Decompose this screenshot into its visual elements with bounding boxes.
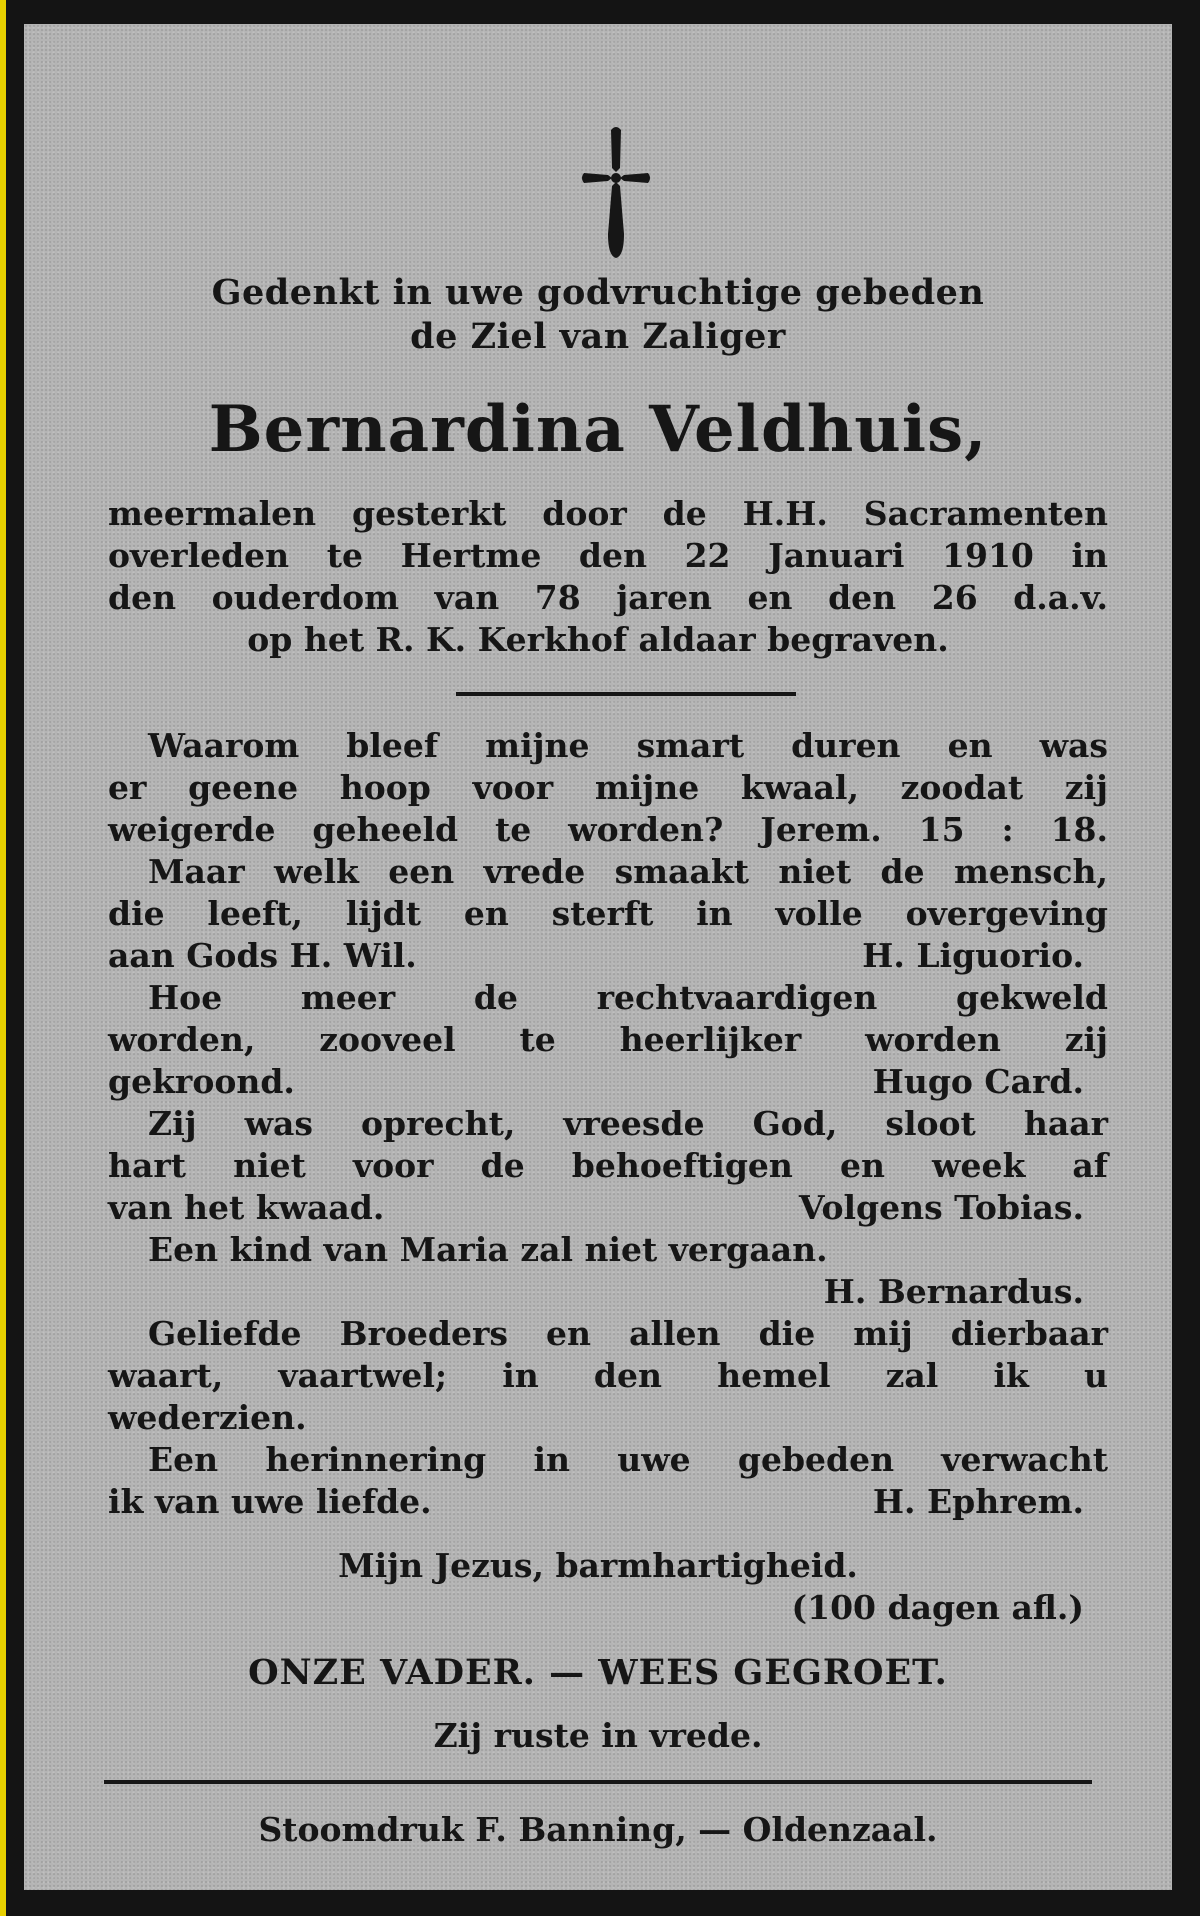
deceased-name: Bernardina Veldhuis, [208,392,988,467]
quote-line: Geliefde Broeders en allen die mij dierbaar [148,1314,1108,1353]
quote-text: aan Gods H. Wil. [108,936,417,975]
printer-credit: Stoomdruk F. Banning, — Oldenzaal. [258,1810,938,1849]
bio-line-4: op het R. K. Kerkhof aldaar begraven. [247,620,949,659]
cross-icon [580,124,652,264]
quote-source: H. Bernardus. [823,1272,1084,1311]
quote-line: weigerde geheeld te worden? Jerem. 15 : 18. [108,810,1108,849]
bio-line-1: meermalen gesterkt door de H.H. Sacramenten [108,494,1108,533]
bio-line-2: overleden te Hertme den 22 Januari 1910 in [108,536,1108,575]
intro-line-1: Gedenkt in uwe godvruchtige gebeden [211,272,985,313]
quote-text: Een kind van Maria zal niet vergaan. [148,1230,828,1269]
closing-prayer: Mijn Jezus, barmhartigheid. [338,1546,858,1585]
quote-line: Zij was oprecht, vreesde God, sloot haar [148,1104,1108,1143]
quote-line: Maar welk een vrede smaakt niet de mensch, [148,852,1108,891]
indulgence-note: (100 dagen afl.) [791,1588,1084,1627]
divider-short [456,692,796,696]
prayers-line: ONZE VADER. — WEES GEGROET. [248,1652,948,1693]
quote-text: van het kwaad. [108,1188,385,1227]
quote-source: H. Liguorio. [862,936,1084,975]
quote-source: Hugo Card. [872,1062,1084,1101]
intro-line-2: de Ziel van Zaliger [410,316,786,357]
quote-source: Volgens Tobias. [798,1188,1084,1227]
quote-line: hart niet voor de behoeftigen en week af [108,1146,1108,1185]
quote-line: er geene hoop voor mijne kwaal, zoodat zij [108,768,1108,807]
divider-long [104,1780,1092,1784]
quote-line: Een herinnering in uwe gebeden verwacht [148,1440,1108,1479]
quote-text: ik van uwe liefde. [108,1482,432,1521]
quote-line: worden, zooveel te heerlijker worden zij [108,1020,1108,1059]
quote-line: Hoe meer de rechtvaardigen gekweld [148,978,1108,1017]
rest-in-peace: Zij ruste in vrede. [433,1716,763,1755]
memorial-card [24,24,1172,1890]
quote-text: gekroond. [108,1062,295,1101]
quote-line: Waarom bleef mijne smart duren en was [148,726,1108,765]
quote-line: die leeft, lijdt en sterft in volle overgeving [108,894,1108,933]
quote-line: waart, vaartwel; in den hemel zal ik u [108,1356,1108,1395]
quote-text: wederzien. [108,1398,307,1437]
quote-source: H. Ephrem. [872,1482,1084,1521]
bio-line-3: den ouderdom van 78 jaren en den 26 d.a.v. [108,578,1108,617]
